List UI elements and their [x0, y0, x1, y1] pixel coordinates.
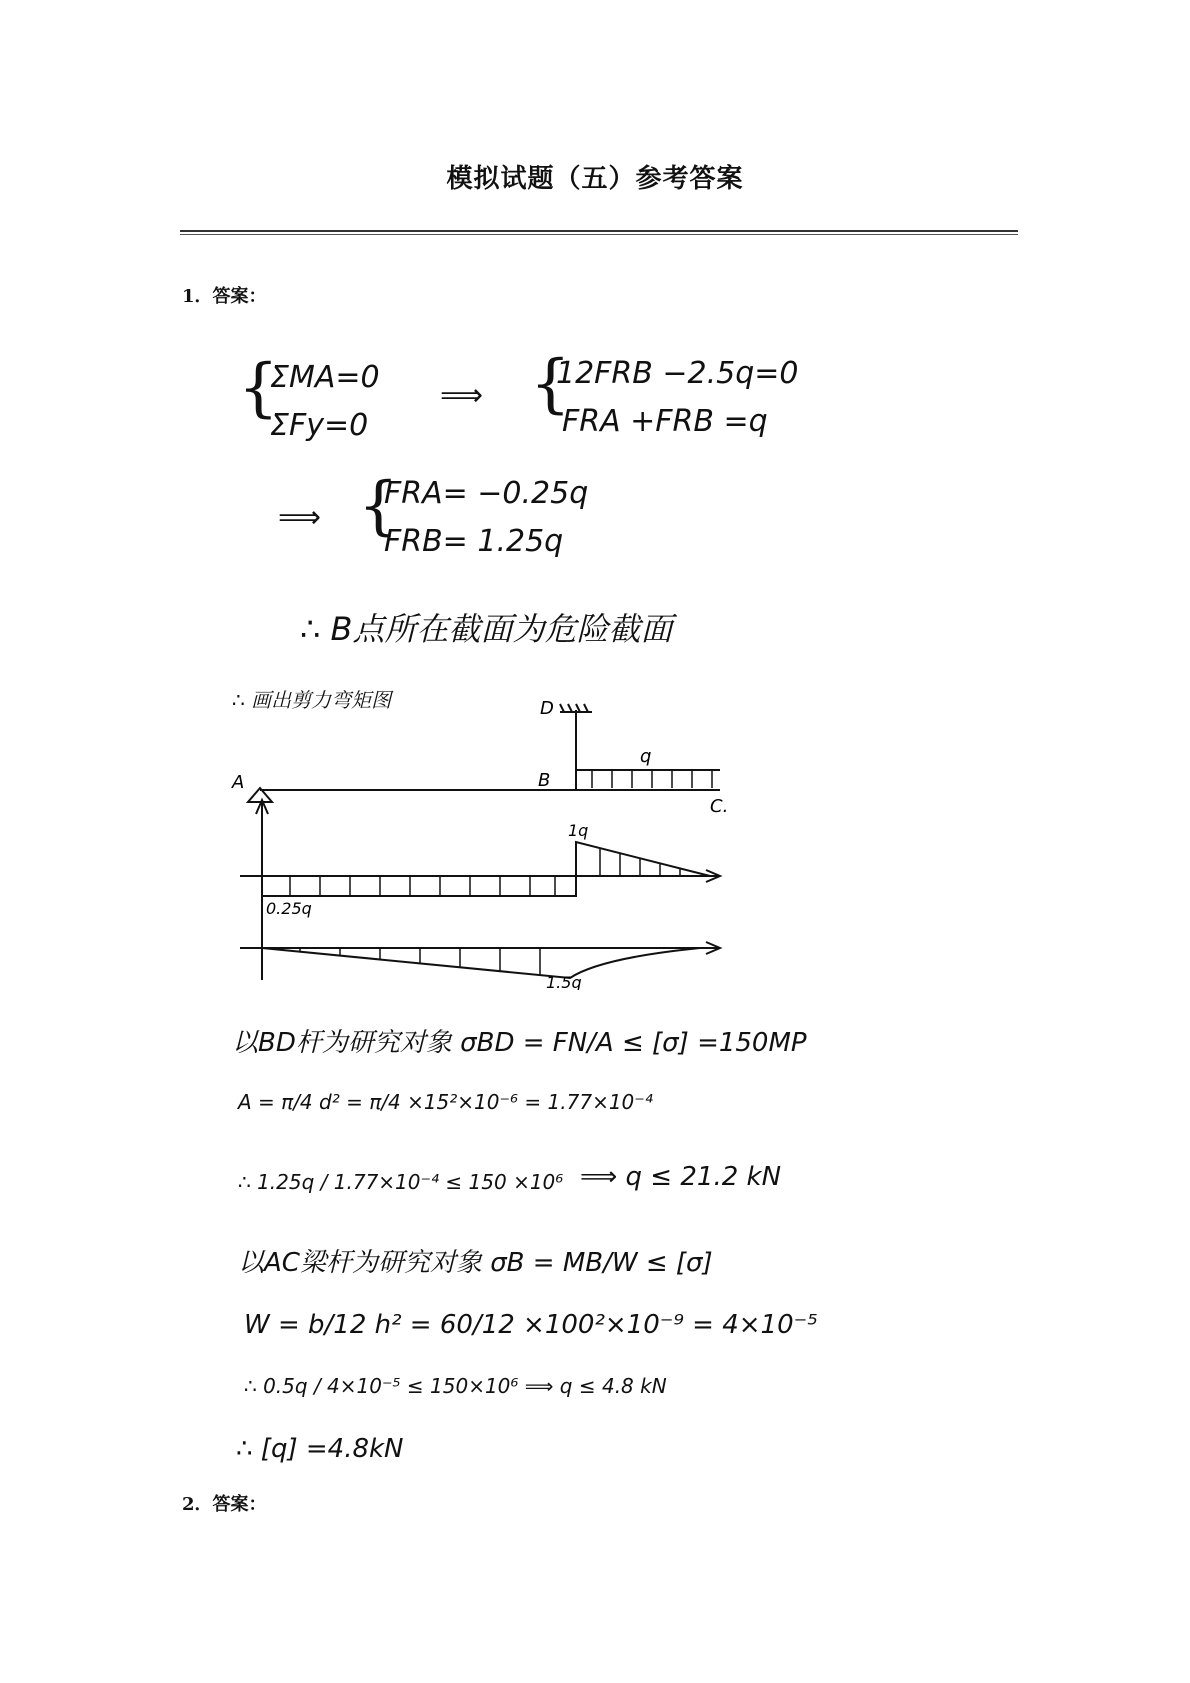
- eq-moment-sub: 12FRB −2.5q=0: [556, 356, 799, 391]
- condition-2-line: ∴ 0.5q / 4×10⁻⁵ ≤ 150×10⁶ ⟹ q ≤ 4.8 kN: [244, 1374, 667, 1398]
- moment-min-label: 1.5q: [546, 973, 582, 990]
- draw-diagram-note: ∴ 画出剪力弯矩图: [232, 688, 392, 712]
- bd-member-line: 以BD杆为研究对象 σBD = FN/A ≤ [σ] =150MP: [232, 1028, 807, 1058]
- final-answer: ∴ [q] =4.8kN: [236, 1434, 404, 1464]
- title-rule-thin: [180, 234, 1018, 235]
- page-title: 模拟试题（五）参考答案: [446, 164, 744, 194]
- result-fra: FRA= −0.25q: [384, 476, 589, 511]
- label-b: B: [538, 770, 551, 791]
- result-frb: FRB= 1.25q: [384, 524, 564, 559]
- brace-left: {: [238, 351, 279, 425]
- condition-1-lhs: ∴ 1.25q / 1.77×10⁻⁴ ≤ 150 ×10⁶: [238, 1170, 564, 1194]
- title-rule: [180, 230, 1018, 232]
- implies-arrow-1: ⟹: [440, 378, 484, 413]
- shear-moment-diagram: [220, 690, 740, 990]
- shear-neg-label: 0.25q: [266, 899, 312, 918]
- question-1-label: 1．答案：: [182, 286, 267, 307]
- ac-member-line: 以AC梁杆为研究对象 σB = MB/W ≤ [σ]: [238, 1248, 713, 1278]
- question-2-label: 2．答案：: [182, 1494, 267, 1515]
- brace-right: {: [530, 347, 571, 421]
- section-modulus-line: W = b/12 h² = 60/12 ×100²×10⁻⁹ = 4×10⁻⁵: [244, 1310, 818, 1340]
- eq-moment: ΣMA=0: [270, 360, 380, 395]
- label-a: A: [232, 772, 245, 793]
- implies-arrow-2: ⟹: [278, 500, 322, 535]
- area-line: A = π/4 d² = π/4 ×15²×10⁻⁶ = 1.77×10⁻⁴: [238, 1090, 653, 1114]
- label-c: C.: [710, 796, 729, 817]
- eq-force: ΣFy=0: [270, 408, 369, 443]
- label-q: q: [640, 746, 652, 767]
- label-d: D: [540, 698, 554, 719]
- condition-1-rhs: ⟹ q ≤ 21.2 kN: [580, 1162, 782, 1192]
- danger-section-note: ∴ B点所在截面为危险截面: [300, 610, 673, 648]
- eq-force-sub: FRA +FRB =q: [562, 404, 768, 439]
- shear-peak-label: 1q: [568, 821, 589, 840]
- brace-result: {: [358, 469, 399, 543]
